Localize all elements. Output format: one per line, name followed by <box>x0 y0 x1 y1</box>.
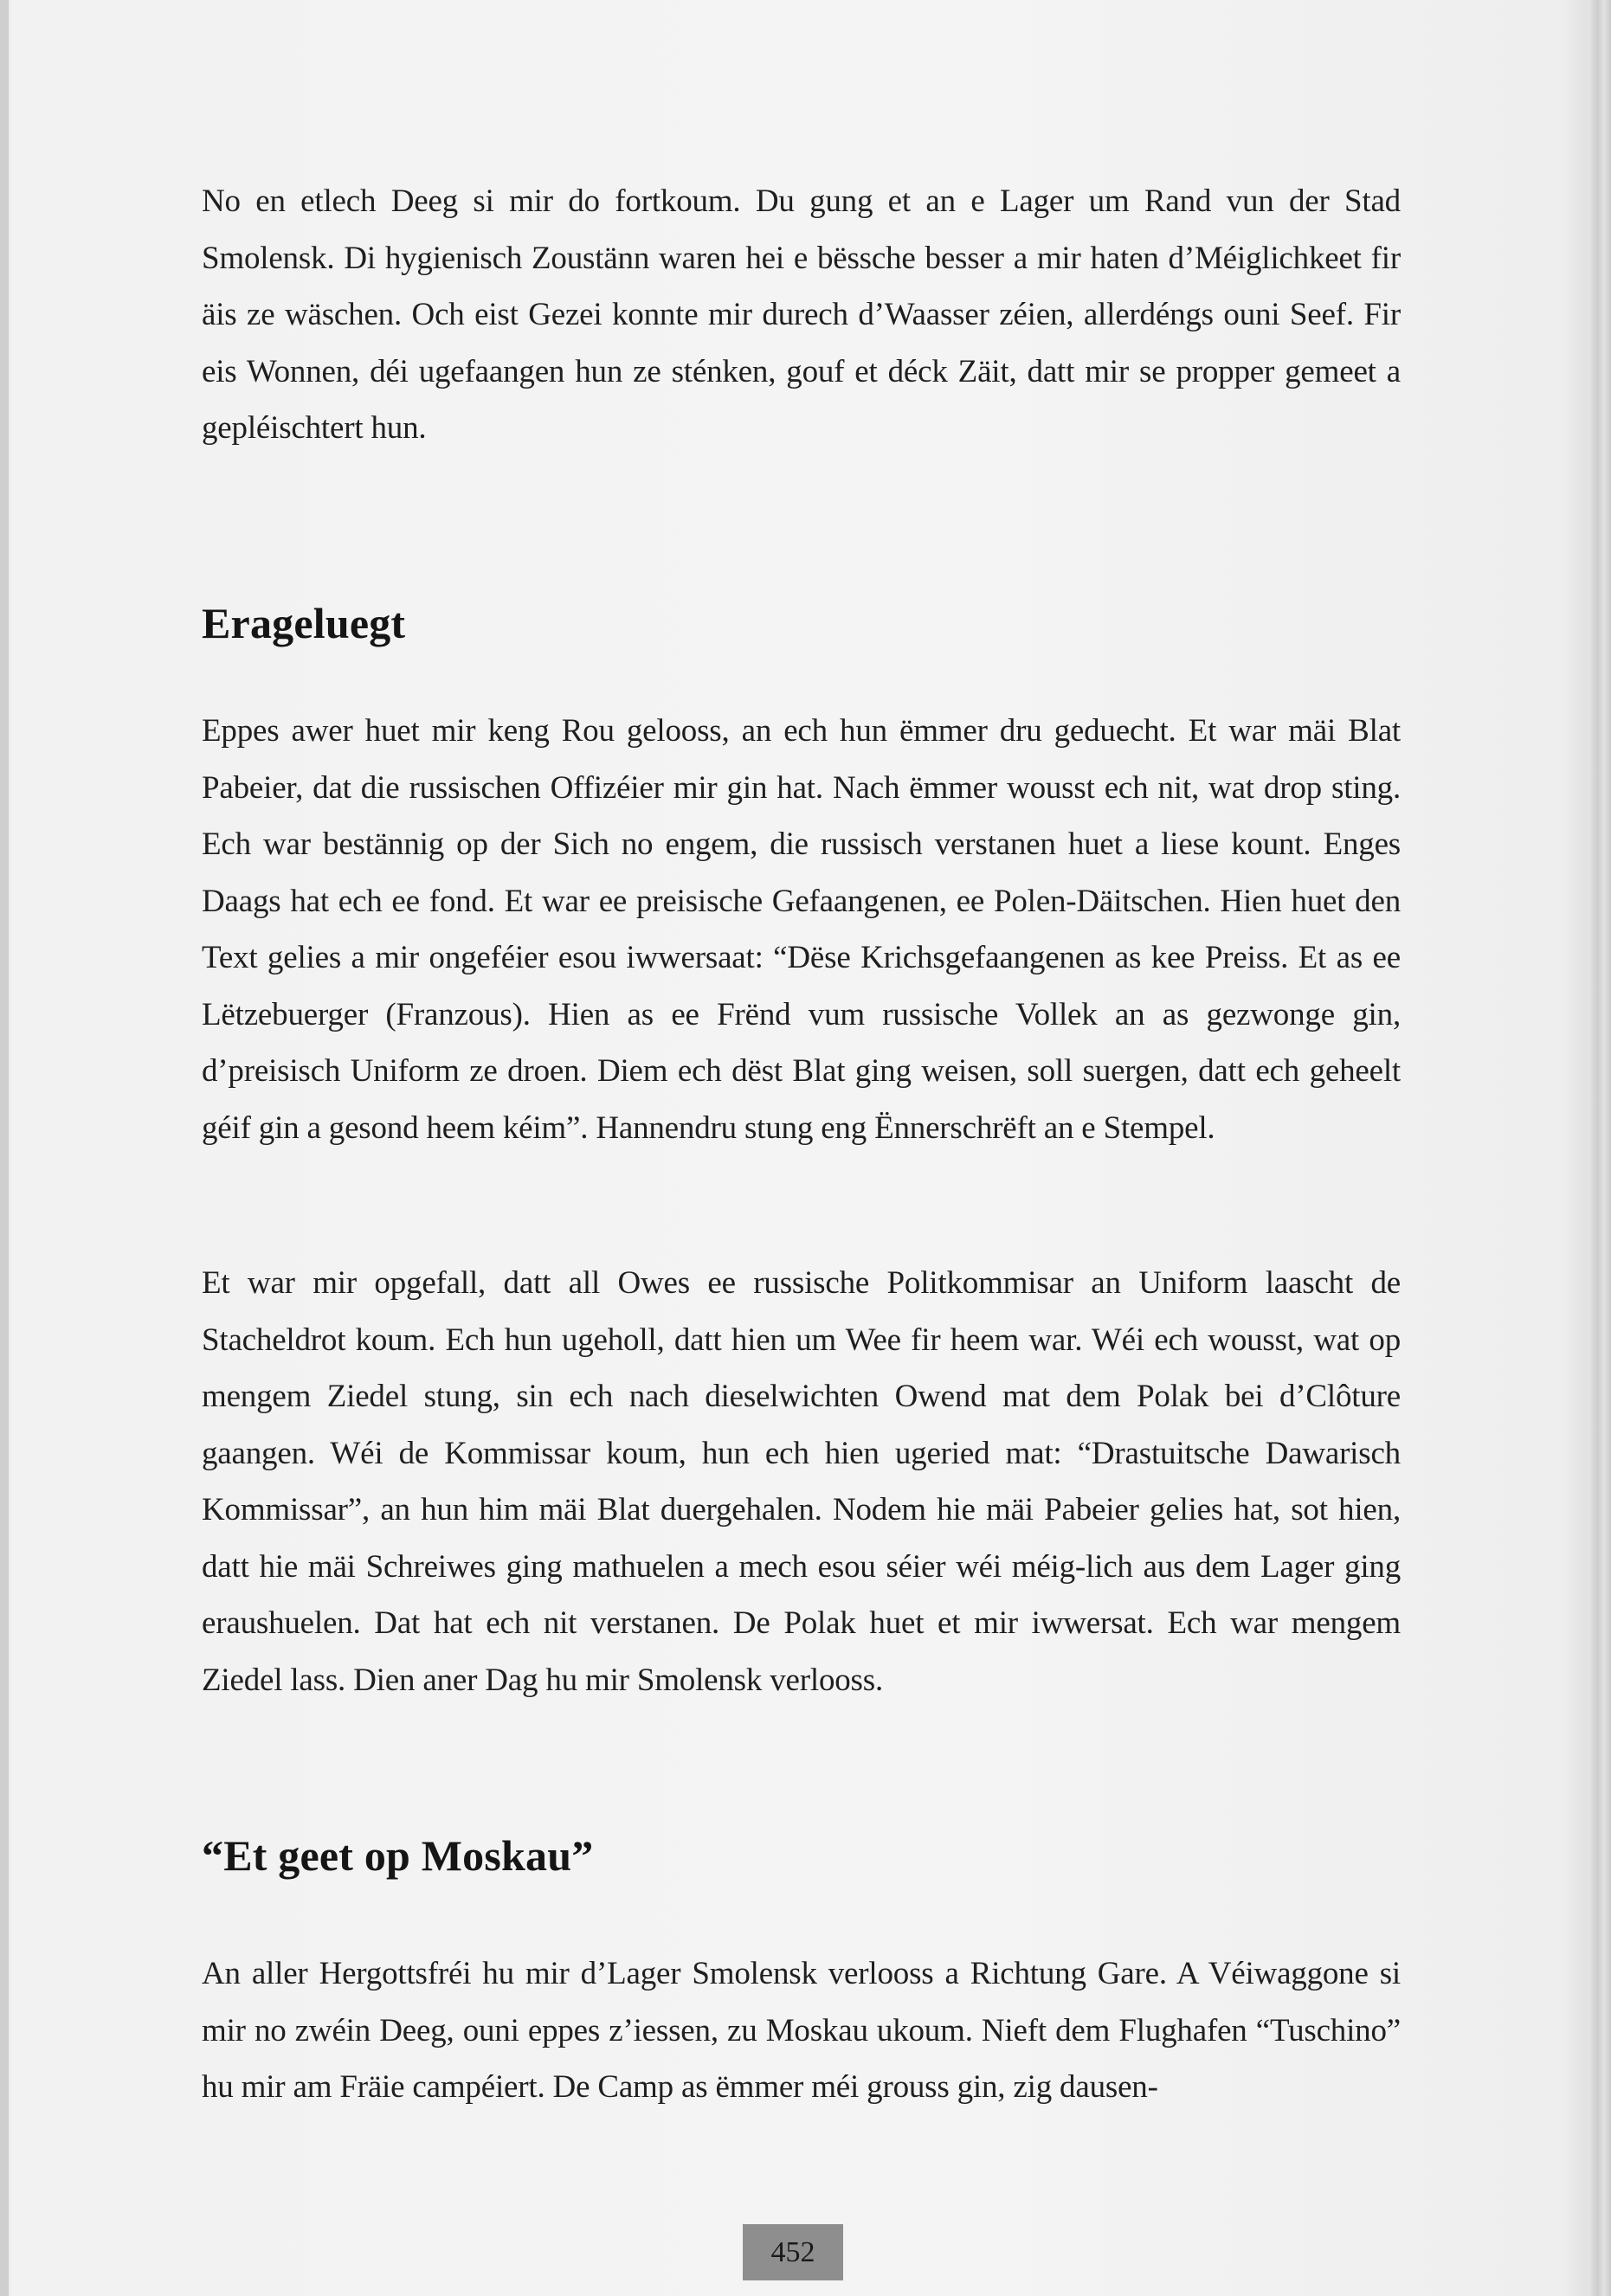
paragraph-moskau: An aller Hergottsfréi hu mir d’Lager Smolensk verlooss a Richtung Gare. A Véiwaggone si mir no zwéin Deeg, ouni eppes z’iessen, zu Moskau ukoum. Nieft dem Flughafen “Tuschino” hu mir am Fräie campéiert. De Camp as ëmmer méi grouss gin, zig dausen- <box>202 1956 1401 2105</box>
paragraph-blat-pabeier: Eppes awer huet mir keng Rou gelooss, an ech hun ëmmer dru geduecht. Et war mäi Blat Pabeier, dat die russischen Offizéier mir gin hat. Nach ëmmer wousst ech nit, wat drop sting. Ech war bestännig op der Sich no engem, die russisch verstanen huet a liese kount. Enges Daags hat ech ee fond. Et war ee preisische Gefaangenen, ee Polen-Däitschen. Hien huet den Text gelies a mir ongeféier esou iwwersaat: “Dëse Krichsgefaangenen as kee Preiss. Et as ee Lëtzebuerger (Franzous). Hien as ee Frënd vum russische Vollek an as gezwonge gin, d’preisisch Uniform ze droen. Diem ech dëst Blat ging weisen, soll suergen, datt ech geheelt géif gin a gesond heem kéim”. Hannendru stung eng Ënnerschrëft an e Stempel. <box>202 713 1401 1146</box>
page-gutter <box>0 0 9 2296</box>
intro-paragraph: No en etlech Deeg si mir do fortkoum. Du gung et an e Lager um Rand vun der Stad Smolensk. Di hygienisch Zoustänn waren hei e bëssche besser a mir haten d’Méiglichkeet fir äis ze wäschen. Och eist Gezei konnte mir durech d’Waasser zéien, allerdéngs ouni Seef. Fir eis Wonnen, déi ugefaangen hun ze sténken, gouf et déck Zäit, datt mir se propper gemeet a gepléischtert hun. <box>202 183 1401 446</box>
page-edge <box>1588 0 1611 2296</box>
section-heading-erageluegt: Erageluegt <box>202 599 406 647</box>
page-number: 452 <box>743 2224 843 2280</box>
section-heading-moskau: “Et geet op Moskau” <box>202 1831 594 1880</box>
paragraph-politkommisar: Et war mir opgefall, datt all Owes ee russische Politkommisar an Uniform laascht de Stacheldrot koum. Ech hun ugeholl, datt hien um Wee fir heem war. Wéi ech wousst, wat op mengem Ziedel stung, sin ech nach dieselwichten Owend mat dem Polak bei d’Clôture gaangen. Wéi de Kommissar koum, hun ech hien ugeried mat: “Drastuitsche Dawarisch Kommissar”, an hun him mäi Blat duergehalen. Nodem hie mäi Pabeier gelies hat, sot hien, datt hie mäi Schreiwes ging mathuelen a mech esou séier wéi méig-lich aus dem Lager ging eraushuelen. Dat hat ech nit verstanen. De Polak huet et mir iwwersat. Ech war mengem Ziedel lass. Dien aner Dag hu mir Smolensk verlooss. <box>202 1265 1401 1698</box>
